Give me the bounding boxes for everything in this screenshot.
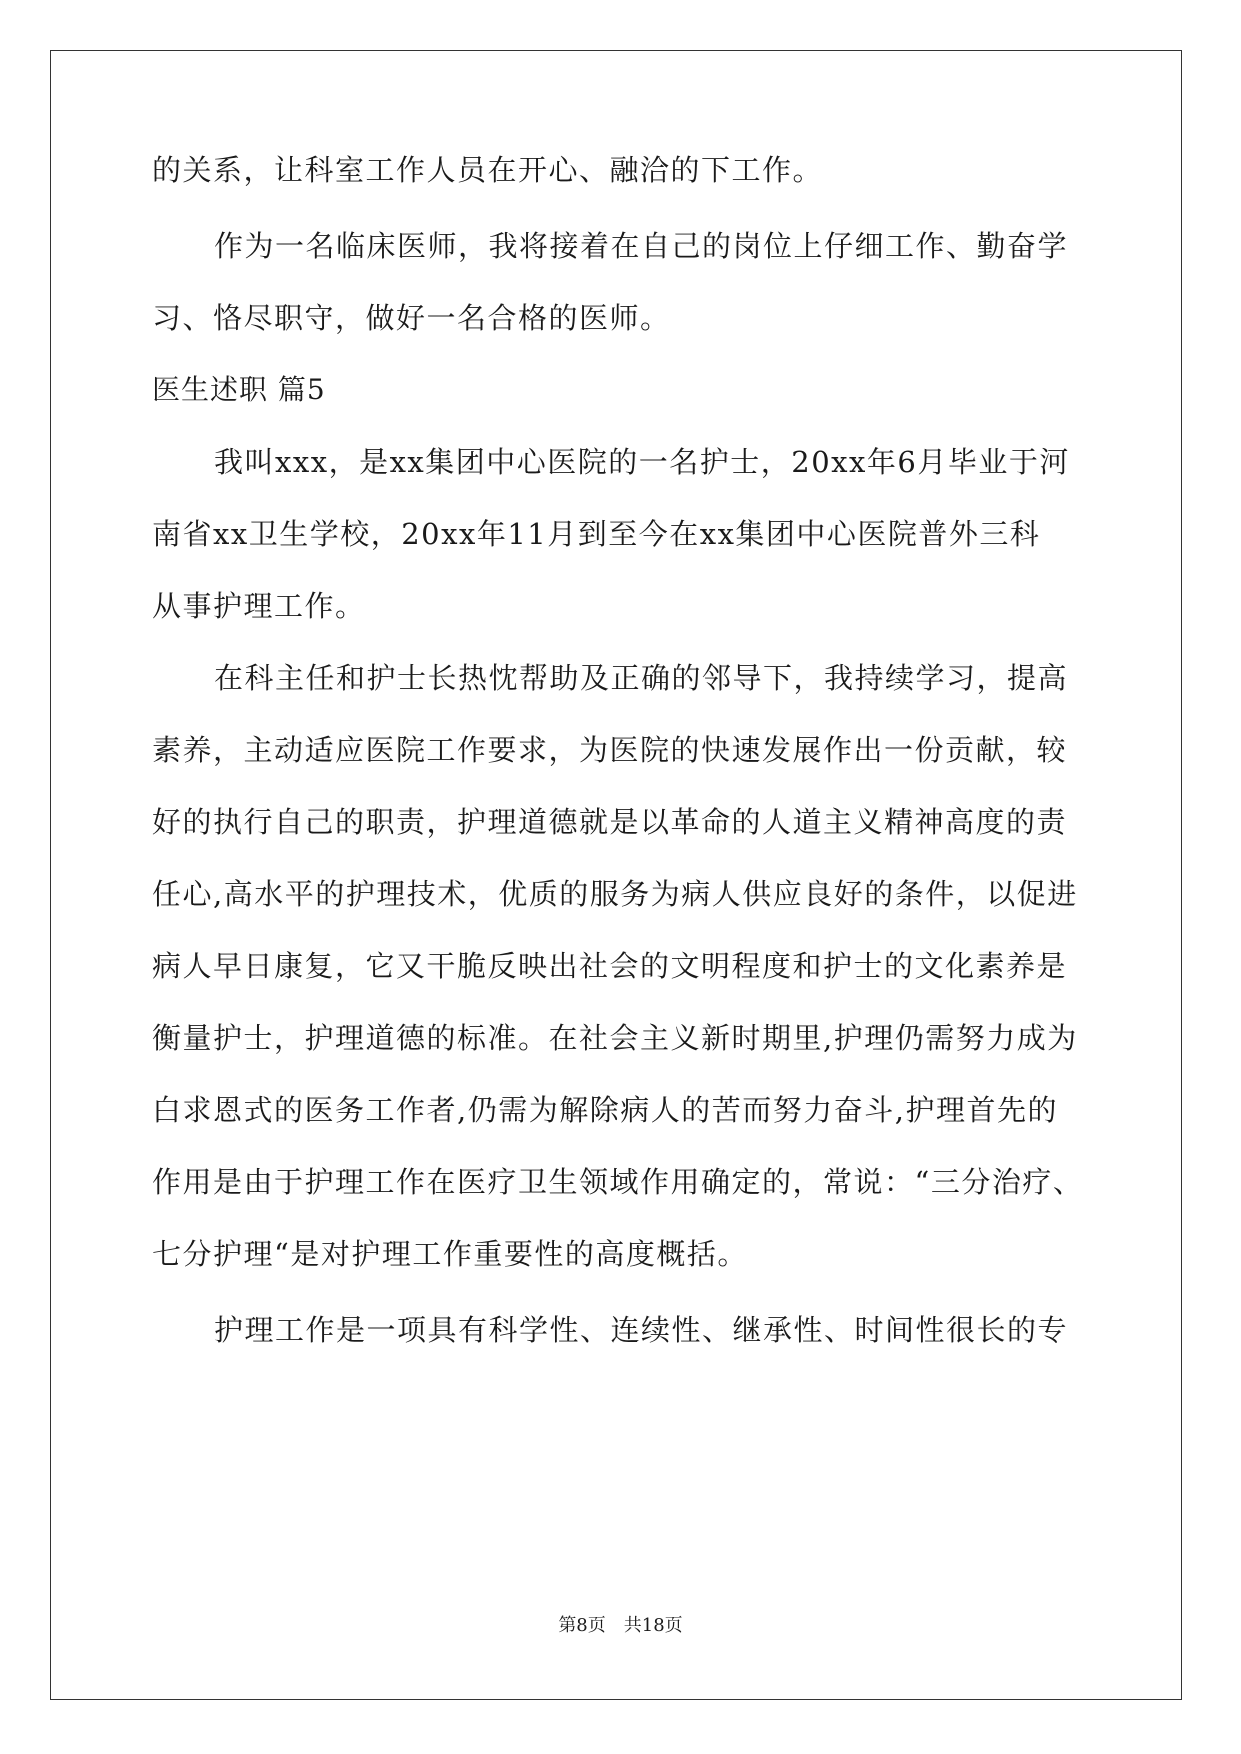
paragraph-line: 任心,高水平的护理技术，优质的服务为病人供应良好的条件，以促进 (152, 877, 1078, 911)
paragraph-line: 衡量护士，护理道德的标准。在社会主义新时期里,护理仍需努力成为 (152, 1021, 1078, 1055)
paragraph-line: 从事护理工作。 (152, 589, 366, 623)
paragraph-line: 好的执行自己的职责，护理道德就是以革命的人道主义精神高度的责 (152, 805, 1068, 839)
page-number-footer: 第8页 共18页 (558, 1615, 683, 1636)
paragraph-line: 七分护理“是对护理工作重要性的高度概括。 (152, 1237, 748, 1271)
section-heading: 医生述职 篇5 (152, 373, 326, 406)
paragraph-line: 护理工作是一项具有科学性、连续性、继承性、时间性很长的专 (214, 1313, 1069, 1347)
paragraph-line: 在科主任和护士长热忱帮助及正确的邻导下，我持续学习，提高 (214, 661, 1069, 695)
paragraph-line: 素养，主动适应医院工作要求，为医院的快速发展作出一份贡献，较 (152, 733, 1068, 767)
paragraph-line: 我叫xxx，是xx集团中心医院的一名护士，20xx年6月毕业于河 (214, 445, 1070, 479)
paragraph-line: 习、恪尽职守，做好一名合格的医师。 (152, 301, 671, 335)
paragraph-line: 病人早日康复，它又干脆反映出社会的文明程度和护士的文化素养是 (152, 949, 1068, 983)
paragraph-line: 的关系，让科室工作人员在开心、融洽的下工作。 (152, 153, 824, 187)
paragraph-line: 作用是由于护理工作在医疗卫生领域作用确定的，常说：“三分治疗、 (152, 1165, 1084, 1199)
paragraph-line: 南省xx卫生学校，20xx年11月到至今在xx集团中心医院普外三科 (152, 517, 1041, 551)
paragraph-line: 白求恩式的医务工作者,仍需为解除病人的苦而努力奋斗,护理首先的 (152, 1093, 1058, 1127)
paragraph-line: 作为一名临床医师，我将接着在自己的岗位上仔细工作、勤奋学 (214, 229, 1069, 263)
